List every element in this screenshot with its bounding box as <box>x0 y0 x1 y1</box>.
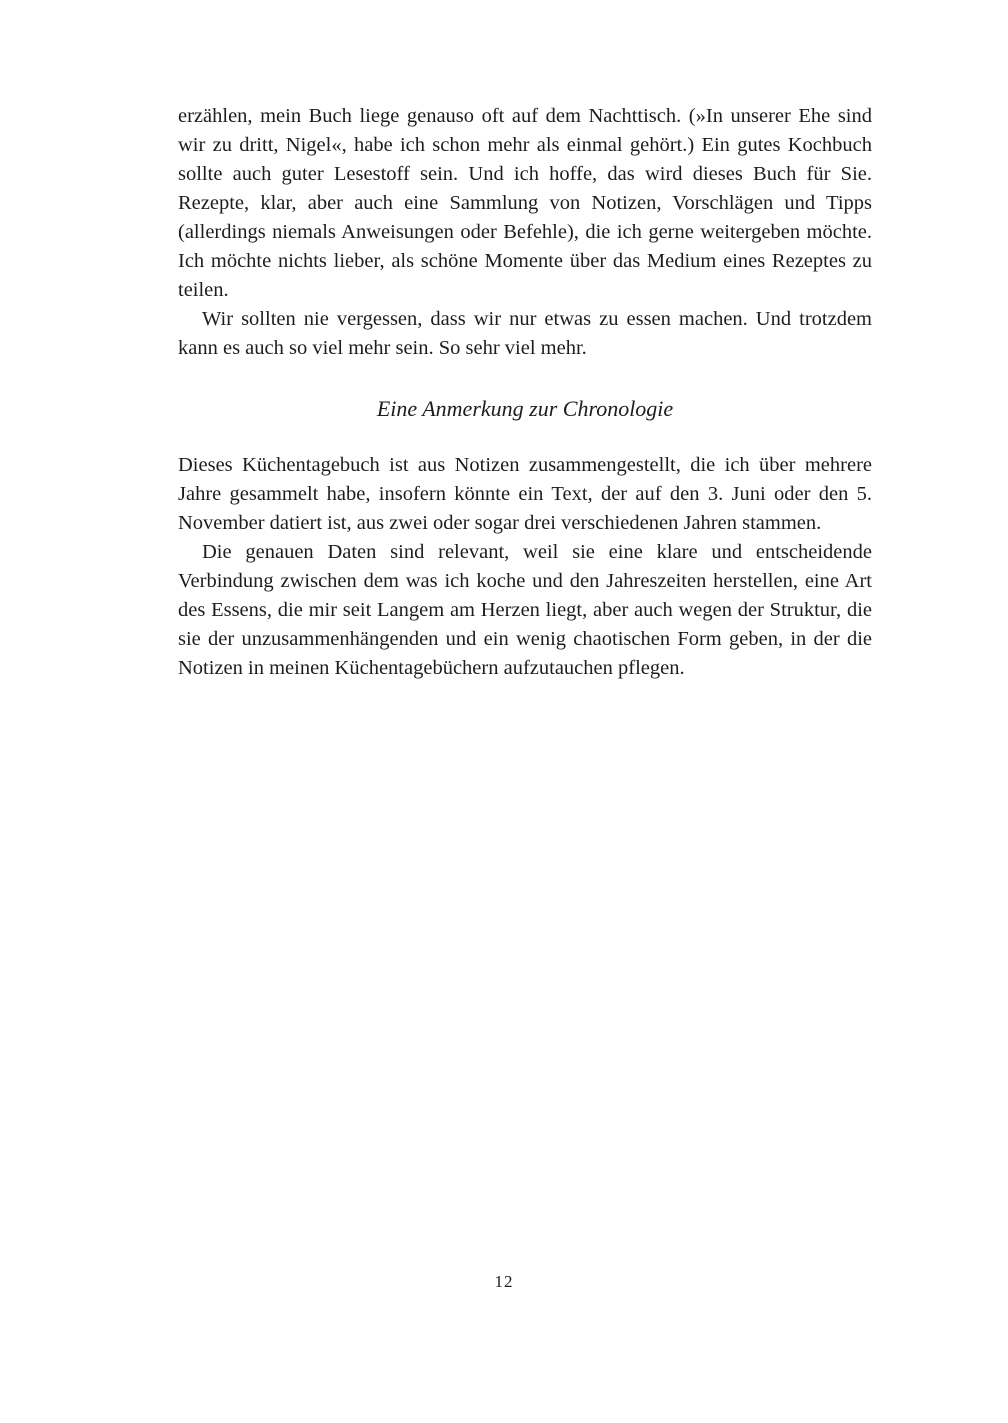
intro-text-block <box>178 102 872 363</box>
chronology-paragraph-2: Die genauen Daten sind relevant, weil sie eine klare und entscheidende Verbindung zwischen dem was ich koche und den Jahreszeiten herstellen, eine Art des Essens, die mir seit Langem am Herzen liegt, aber auch wegen der Struktur, die sie der unzusammenhängenden und ein wenig chaotischen Form geben, in der die Notizen in meinen Küchentagebüchern aufzutauchen pflegen. <box>178 541 872 679</box>
intro-paragraph-1: erzählen, mein Buch liege genauso oft auf dem Nachttisch. (»In unserer Ehe sind wir zu dritt, Nigel«, habe ich schon mehr als einmal gehört.) Ein gutes Kochbuch sollte auch guter Lesestoff sein. Und ich hoffe, das wird dieses Buch für Sie. Rezepte, klar, aber auch eine Sammlung von Notizen, Vorschlägen und Tipps (allerdings niemals Anweisungen oder Befehle), die ich gerne weitergeben möchte. Ich möchte nichts lieber, als schöne Momente über das Medium eines Rezeptes zu teilen. <box>178 105 872 301</box>
chronology-text-block <box>178 451 872 683</box>
chronology-paragraph-1: Dieses Küchentagebuch ist aus Notizen zusammengestellt, die ich über mehrere Jahre gesammelt habe, insofern könnte ein Text, der auf den 3. Juni oder den 5. November datiert ist, aus zwei oder sogar drei verschiedenen Jahren stammen. <box>178 454 872 534</box>
intro-paragraph-2: Wir sollten nie vergessen, dass wir nur etwas zu essen machen. Und trotzdem kann es auch so viel mehr sein. So sehr viel mehr. <box>178 308 872 359</box>
page-number: 12 <box>494 1272 514 1291</box>
section-heading: Eine Anmerkung zur Chronologie <box>376 396 674 421</box>
